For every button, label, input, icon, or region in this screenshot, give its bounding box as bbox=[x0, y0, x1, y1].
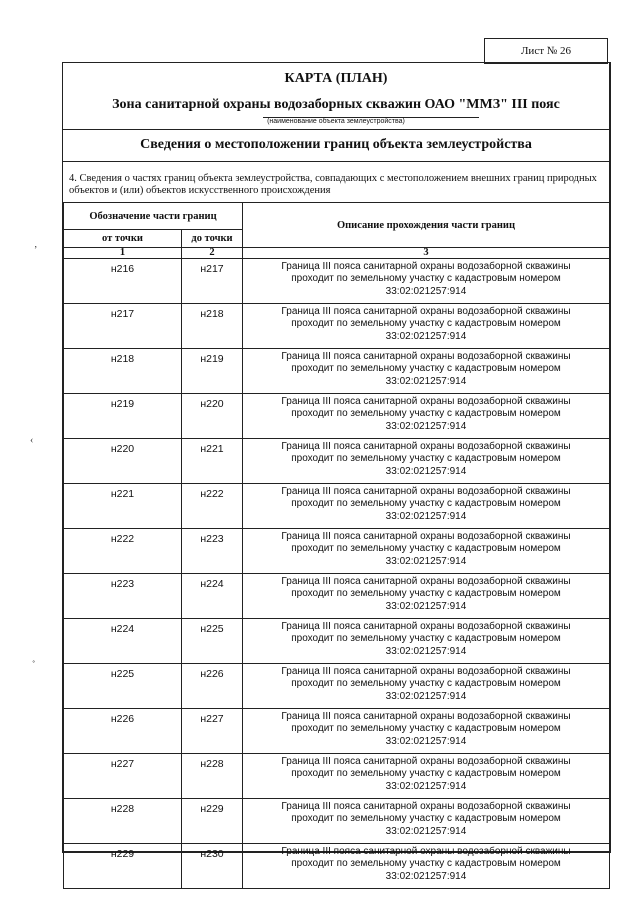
boundary-description bbox=[243, 754, 610, 799]
description-line: 33:02:021257:914 bbox=[385, 870, 467, 882]
description-line: проходит по земельному участку с кадастровым номером bbox=[291, 318, 561, 330]
document-title: КАРТА (ПЛАН) bbox=[284, 71, 388, 86]
description-line: Граница III пояса санитарной охраны водозаборной скважины bbox=[281, 666, 571, 677]
from-point: н225 bbox=[64, 664, 182, 709]
section-title: Сведения о местоположении границ объекта землеустройства bbox=[140, 137, 532, 152]
table-row bbox=[64, 619, 610, 664]
table-row bbox=[64, 799, 610, 844]
to-point: н226 bbox=[182, 664, 243, 709]
description-line: проходит по земельному участку с кадастровым номером bbox=[291, 453, 561, 465]
description-line: Граница III пояса санитарной охраны водозаборной скважины bbox=[281, 531, 571, 542]
description-line: Граница III пояса санитарной охраны водозаборной скважины bbox=[281, 801, 571, 812]
boundary-description bbox=[243, 349, 610, 394]
to-point: н230 bbox=[182, 844, 243, 889]
description-line: проходит по земельному участку с кадастровым номером bbox=[291, 543, 561, 555]
description-line: 33:02:021257:914 bbox=[385, 690, 467, 702]
table-row bbox=[64, 259, 610, 304]
description-line: Граница III пояса санитарной охраны водозаборной скважины bbox=[281, 306, 571, 317]
boundary-description bbox=[243, 844, 610, 889]
to-point: н221 bbox=[182, 439, 243, 484]
boundaries-table bbox=[63, 202, 610, 889]
to-point: н220 bbox=[182, 394, 243, 439]
to-point: н217 bbox=[182, 259, 243, 304]
to-point: н223 bbox=[182, 529, 243, 574]
from-point: н218 bbox=[64, 349, 182, 394]
description-line: Граница III пояса санитарной охраны водозаборной скважины bbox=[281, 576, 571, 587]
description-line: Граница III пояса санитарной охраны водозаборной скважины bbox=[281, 621, 571, 632]
description-line: проходит по земельному участку с кадастровым номером bbox=[291, 498, 561, 510]
header-boundary-part: Обозначение части границ bbox=[64, 203, 243, 230]
description-line: проходит по земельному участку с кадастровым номером bbox=[291, 678, 561, 690]
header-description: Описание прохождения части границ bbox=[243, 203, 610, 248]
table-row bbox=[64, 709, 610, 754]
sheet-number: Лист № 26 bbox=[484, 38, 608, 64]
table-row bbox=[64, 529, 610, 574]
description-line: Граница III пояса санитарной охраны водозаборной скважины bbox=[281, 846, 571, 857]
description-line: проходит по земельному участку с кадастровым номером bbox=[291, 588, 561, 600]
description-line: 33:02:021257:914 bbox=[385, 330, 467, 342]
column-number: 1 bbox=[64, 248, 182, 259]
column-number: 2 bbox=[182, 248, 243, 259]
boundary-description bbox=[243, 619, 610, 664]
description-line: 33:02:021257:914 bbox=[385, 600, 467, 612]
table-row bbox=[64, 844, 610, 889]
boundary-description bbox=[243, 484, 610, 529]
from-point: н223 bbox=[64, 574, 182, 619]
description-line: 33:02:021257:914 bbox=[385, 375, 467, 387]
document-frame bbox=[62, 62, 611, 882]
description-line: Граница III пояса санитарной охраны водозаборной скважины bbox=[281, 756, 571, 767]
description-line: 33:02:021257:914 bbox=[385, 645, 467, 657]
to-point: н225 bbox=[182, 619, 243, 664]
description-line: проходит по земельному участку с кадастровым номером bbox=[291, 363, 561, 375]
description-line: проходит по земельному участку с кадастровым номером bbox=[291, 813, 561, 825]
boundary-description bbox=[243, 709, 610, 754]
description-line: 33:02:021257:914 bbox=[385, 420, 467, 432]
description-line: 33:02:021257:914 bbox=[385, 465, 467, 477]
description-line: проходит по земельному участку с кадастровым номером bbox=[291, 723, 561, 735]
object-name-caption: (наименование объекта землеустройства) bbox=[267, 118, 405, 125]
table-row bbox=[64, 484, 610, 529]
from-point: н222 bbox=[64, 529, 182, 574]
header-from-point: от точки bbox=[64, 230, 182, 248]
scan-speck: ‹ bbox=[30, 435, 34, 446]
from-point: н224 bbox=[64, 619, 182, 664]
table-row bbox=[64, 349, 610, 394]
table-row bbox=[64, 304, 610, 349]
description-line: проходит по земельному участку с кадастровым номером bbox=[291, 858, 561, 870]
boundary-description bbox=[243, 574, 610, 619]
description-line: проходит по земельному участку с кадастровым номером bbox=[291, 768, 561, 780]
from-point: н217 bbox=[64, 304, 182, 349]
column-number: 3 bbox=[243, 248, 610, 259]
from-point: н228 bbox=[64, 799, 182, 844]
object-name: Зона санитарной охраны водозаборных скважин ОАО "ММЗ" III пояс bbox=[112, 97, 560, 112]
header-to-point: до точки bbox=[182, 230, 243, 248]
description-line: 33:02:021257:914 bbox=[385, 510, 467, 522]
to-point: н227 bbox=[182, 709, 243, 754]
boundary-description bbox=[243, 799, 610, 844]
scan-speck: ˚ bbox=[32, 660, 36, 671]
description-line: 33:02:021257:914 bbox=[385, 735, 467, 747]
from-point: н229 bbox=[64, 844, 182, 889]
description-line: 33:02:021257:914 bbox=[385, 825, 467, 837]
to-point: н219 bbox=[182, 349, 243, 394]
to-point: н229 bbox=[182, 799, 243, 844]
description-line: Граница III пояса санитарной охраны водозаборной скважины bbox=[281, 441, 571, 452]
boundary-description bbox=[243, 394, 610, 439]
boundary-description bbox=[243, 439, 610, 484]
to-point: н228 bbox=[182, 754, 243, 799]
description-line: проходит по земельному участку с кадастровым номером bbox=[291, 408, 561, 420]
from-point: н219 bbox=[64, 394, 182, 439]
description-line: 33:02:021257:914 bbox=[385, 555, 467, 567]
table-row bbox=[64, 394, 610, 439]
scan-speck: ʼ bbox=[34, 245, 38, 256]
description-line: 33:02:021257:914 bbox=[385, 780, 467, 792]
description-line: Граница III пояса санитарной охраны водозаборной скважины bbox=[281, 396, 571, 407]
section-intro: 4. Сведения о частях границ объекта землеустройства, совпадающих с местоположением внешних границ природных объектов и (или) объектов искусственного происхождения bbox=[69, 173, 597, 196]
description-line: проходит по земельному участку с кадастровым номером bbox=[291, 633, 561, 645]
description-line: Граница III пояса санитарной охраны водозаборной скважины bbox=[281, 261, 571, 272]
table-row bbox=[64, 754, 610, 799]
to-point: н224 bbox=[182, 574, 243, 619]
to-point: н222 bbox=[182, 484, 243, 529]
table-row bbox=[64, 439, 610, 484]
description-line: 33:02:021257:914 bbox=[385, 285, 467, 297]
from-point: н221 bbox=[64, 484, 182, 529]
table-row bbox=[64, 664, 610, 709]
divider bbox=[63, 161, 609, 162]
boundary-description bbox=[243, 664, 610, 709]
boundary-description bbox=[243, 529, 610, 574]
divider bbox=[63, 129, 609, 130]
table-row bbox=[64, 574, 610, 619]
description-line: Граница III пояса санитарной охраны водозаборной скважины bbox=[281, 486, 571, 497]
from-point: н220 bbox=[64, 439, 182, 484]
to-point: н218 bbox=[182, 304, 243, 349]
description-line: Граница III пояса санитарной охраны водозаборной скважины bbox=[281, 711, 571, 722]
description-line: проходит по земельному участку с кадастровым номером bbox=[291, 273, 561, 285]
boundary-description bbox=[243, 259, 610, 304]
boundary-description bbox=[243, 304, 610, 349]
from-point: н226 bbox=[64, 709, 182, 754]
from-point: н216 bbox=[64, 259, 182, 304]
from-point: н227 bbox=[64, 754, 182, 799]
description-line: Граница III пояса санитарной охраны водозаборной скважины bbox=[281, 351, 571, 362]
